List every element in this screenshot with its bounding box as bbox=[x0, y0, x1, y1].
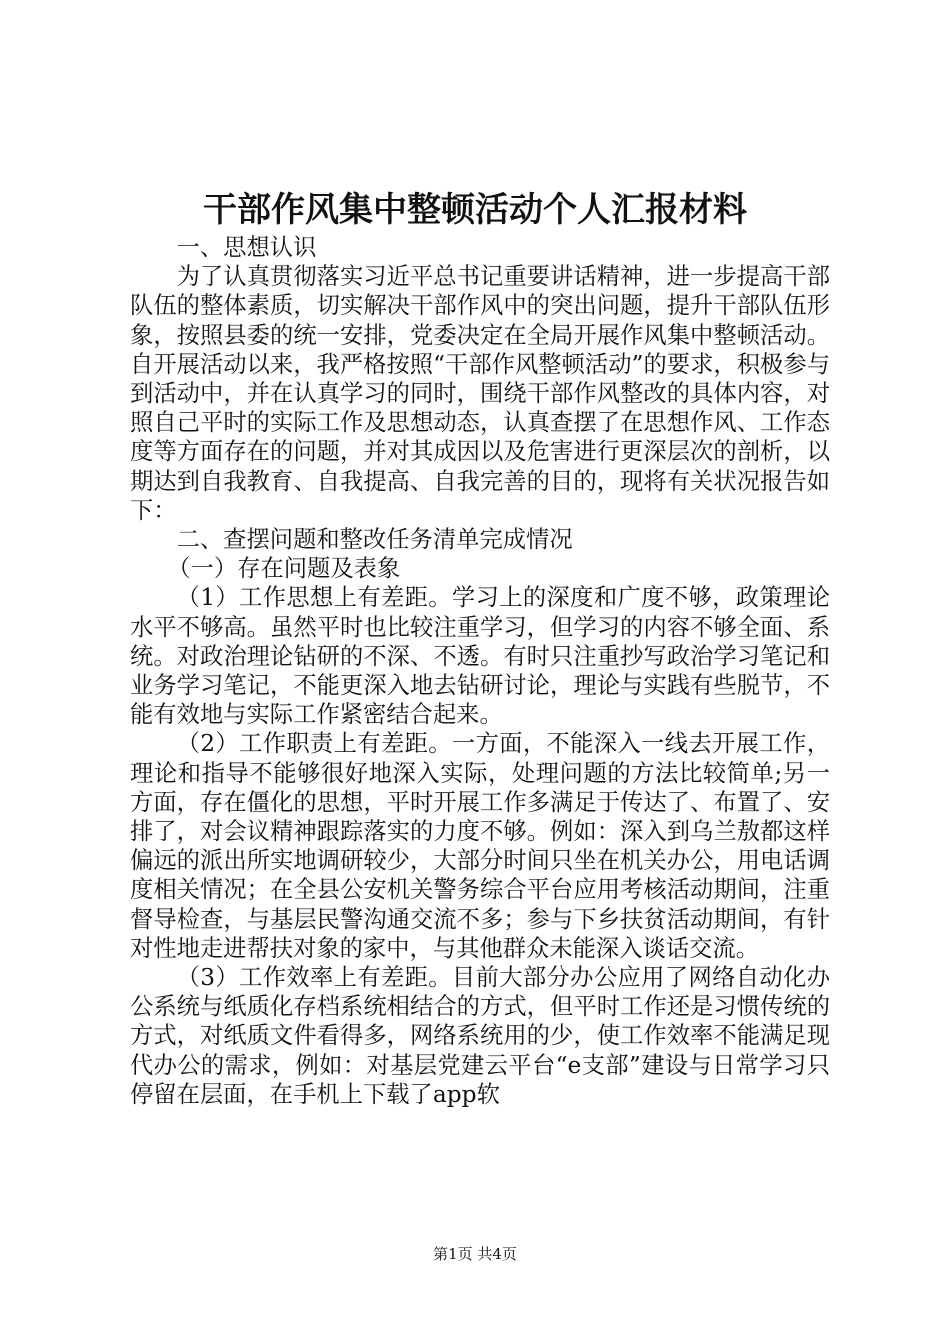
document-body bbox=[130, 233, 830, 1109]
subsection-heading-1: （一）存在问题及表象 bbox=[167, 555, 401, 583]
section-heading-1: 一、思想认识 bbox=[176, 234, 317, 261]
section-heading-2: 二、查摆问题和整改任务清单完成情况 bbox=[176, 526, 573, 554]
page-number-footer: 第1页 共4页 bbox=[433, 1245, 517, 1263]
document-title: 干部作风集中整顿活动个人汇报材料 bbox=[203, 190, 747, 230]
paragraph-item-3: （3）工作效率上有差距。目前大部分办公应用了网络自动化办公系统与纸质化存档系统相结合的方式，但平时工作还是习惯传统的方式，对纸质文件看得多，网络系统用的少，使工作效率不能满足现代办公的需求，例如：对基层党建云平台“e支部”建设与日常学习只停留在层面，在手机上下载了app软 bbox=[130, 964, 830, 1108]
paragraph-intro: 为了认真贯彻落实习近平总书记重要讲话精神，进一步提高干部队伍的整体素质，切实解决干部作风中的突出问题，提升干部队伍形象，按照县委的统一安排，党委决定在全局开展作风集中整顿活动。自开展活动以来，我严格按照“干部作风整顿活动”的要求，积极参与到活动中，并在认真学习的同时，围绕干部作风整改的具体内容，对照自己平时的实际工作及思想动态，认真查摆了在思想作风、工作态度等方面存在的问题，并对其成因以及危害进行更深层次的剖析，以期达到自我教育、自我提高、自我完善的目的，现将有关状况报告如下： bbox=[130, 263, 830, 524]
paragraph-item-2: （2）工作职责上有差距。一方面，不能深入一线去开展工作，理论和指导不能够很好地深入实际，处理问题的方法比较简单;另一方面，存在僵化的思想，平时开展工作多满足于传达了、布置了、安排了，对会议精神跟踪落实的力度不够。例如：深入到乌兰敖都这样偏远的派出所实地调研较少，大部分时间只坐在机关办公，用电话调度相关情况；在全县公安机关警务综合平台应用考核活动期间，注重督导检查，与基层民警沟通交流不多；参与下乡扶贫活动期间，有针对性地走进帮扶对象的家中，与其他群众未能深入谈话交流。 bbox=[130, 730, 830, 962]
paragraph-item-1: （1）工作思想上有差距。学习上的深度和广度不够，政策理论水平不够高。虽然平时也比较注重学习，但学习的内容不够全面、系统。对政治理论钻研的不深、不透。有时只注重抄写政治学习笔记和业务学习笔记，不能更深入地去钻研讨论，理论与实践有些脱节，不能有效地与实际工作紧密结合起来。 bbox=[130, 584, 830, 729]
